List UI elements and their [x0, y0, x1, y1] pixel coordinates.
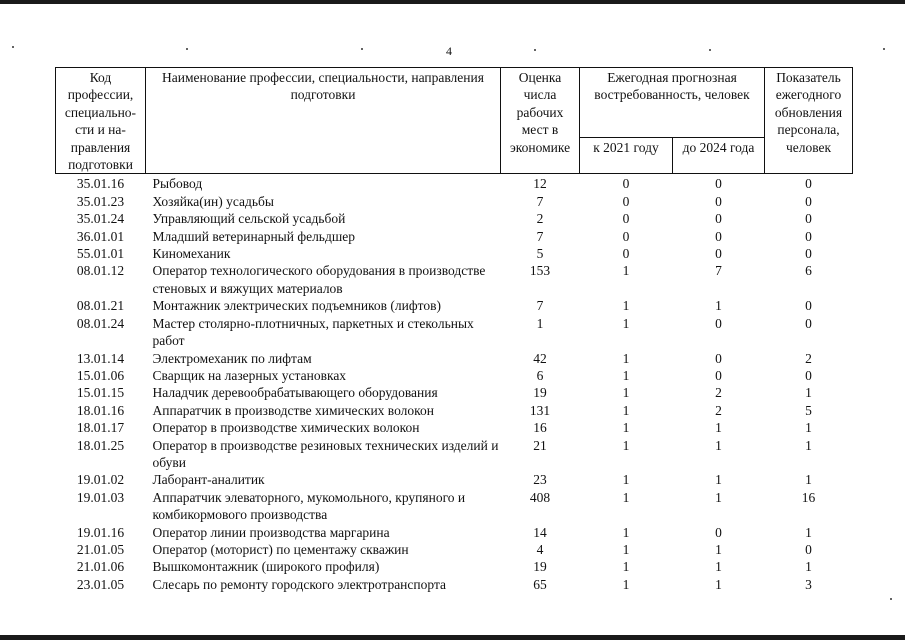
table-row	[56, 384, 853, 401]
professions-table	[55, 67, 853, 593]
table-row	[56, 489, 853, 524]
cell-estimate: 65	[533, 576, 547, 592]
cell-forecast-2021: 1	[622, 315, 630, 331]
cell-estimate: 1	[536, 315, 544, 331]
cell-renewal: 1	[805, 420, 812, 436]
cell-name: Монтажник электрических подъемников (лифтов)	[152, 298, 441, 314]
header-forecast-2021: к 2021 году	[580, 137, 673, 174]
cell-estimate: 19	[533, 385, 547, 401]
cell-renewal: 1	[805, 472, 812, 488]
cell-forecast-2021: 1	[622, 350, 630, 366]
table-row	[56, 228, 853, 245]
cell-renewal: 0	[805, 211, 812, 227]
cell-renewal: 6	[805, 263, 812, 279]
cell-name: Оператор в производстве химических волокон	[152, 420, 420, 436]
cell-renewal: 16	[801, 489, 816, 505]
table-row	[56, 210, 853, 227]
scan-edge-top	[0, 0, 905, 4]
cell-code: 35.01.16	[76, 176, 125, 192]
table-row	[56, 297, 853, 314]
cell-forecast-2024: 7	[715, 263, 722, 279]
cell-forecast-2021: 1	[622, 576, 630, 592]
cell-forecast-2021: 1	[622, 541, 630, 557]
cell-estimate: 408	[529, 489, 551, 505]
header-renewal: Показатель ежегодного обновления персонала, человек	[765, 68, 853, 174]
scan-speck	[534, 49, 536, 51]
cell-code: 21.01.06	[76, 559, 125, 575]
cell-code: 21.01.05	[76, 541, 125, 557]
cell-forecast-2021: 1	[622, 402, 630, 418]
cell-forecast-2024: 2	[715, 385, 722, 401]
cell-forecast-2024: 1	[715, 559, 722, 575]
cell-forecast-2024: 0	[715, 193, 722, 209]
table-row	[56, 193, 853, 210]
cell-estimate: 5	[536, 246, 544, 262]
cell-renewal: 0	[805, 228, 812, 244]
cell-renewal: 1	[805, 437, 812, 453]
cell-forecast-2021: 1	[622, 298, 630, 314]
table-row	[56, 471, 853, 488]
cell-renewal: 0	[805, 298, 812, 314]
cell-estimate: 16	[533, 420, 547, 436]
cell-code: 08.01.24	[76, 315, 125, 331]
cell-estimate: 7	[536, 193, 544, 209]
cell-forecast-2021: 1	[622, 559, 630, 575]
scan-speck	[883, 48, 885, 50]
cell-code: 08.01.21	[76, 298, 125, 314]
cell-forecast-2024: 0	[715, 350, 722, 366]
cell-name: Аппаратчик элеваторного, мукомольного, крупяного и комбикормового производства	[152, 489, 466, 523]
table-row	[56, 576, 853, 593]
cell-code: 23.01.05	[76, 576, 125, 592]
cell-forecast-2024: 0	[715, 315, 722, 331]
header-estimate: Оценка числа рабочих мест в экономике	[501, 68, 580, 174]
scan-speck	[12, 46, 14, 48]
cell-forecast-2024: 0	[715, 228, 722, 244]
cell-forecast-2024: 1	[715, 541, 722, 557]
cell-forecast-2021: 1	[622, 385, 630, 401]
cell-forecast-2024: 0	[715, 246, 722, 262]
cell-estimate: 6	[536, 367, 544, 383]
table-row	[56, 245, 853, 262]
cell-name: Аппаратчик в производстве химических волокон	[152, 402, 434, 418]
header-forecast: Ежегодная прогнозная востребованность, человек	[580, 68, 765, 138]
table-row	[56, 402, 853, 419]
cell-forecast-2024: 1	[715, 437, 722, 453]
cell-forecast-2021: 1	[622, 367, 630, 383]
cell-forecast-2024: 1	[715, 420, 722, 436]
header-name: Наименование профессии, специальности, направления подготовки	[146, 68, 501, 174]
cell-forecast-2021: 0	[622, 211, 630, 227]
cell-forecast-2024: 1	[715, 576, 722, 592]
table-row	[56, 315, 853, 350]
cell-name: Оператор технологического оборудования в производстве стеновых и вяжущих материалов	[152, 263, 486, 296]
cell-renewal: 0	[805, 193, 812, 209]
table-row	[56, 174, 853, 193]
cell-code: 19.01.16	[76, 524, 125, 540]
cell-estimate: 7	[536, 298, 544, 314]
cell-estimate: 7	[536, 228, 544, 244]
cell-renewal: 0	[805, 367, 812, 383]
scan-speck	[186, 48, 188, 50]
cell-forecast-2021: 0	[622, 176, 630, 192]
cell-estimate: 2	[536, 211, 544, 227]
cell-estimate: 131	[529, 402, 551, 418]
cell-forecast-2021: 0	[622, 193, 630, 209]
cell-code: 15.01.06	[76, 367, 125, 383]
scan-speck	[361, 48, 363, 50]
cell-forecast-2021: 1	[622, 524, 630, 540]
cell-name: Электромеханик по лифтам	[152, 350, 312, 366]
header-forecast-2024: до 2024 года	[673, 137, 765, 174]
cell-name: Слесарь по ремонту городского электротранспорта	[152, 576, 446, 592]
table-row	[56, 367, 853, 384]
cell-forecast-2024: 1	[715, 489, 722, 505]
cell-renewal: 3	[805, 576, 812, 592]
cell-name: Управляющий сельской усадьбой	[152, 211, 346, 227]
cell-code: 08.01.12	[76, 263, 125, 279]
cell-name: Младший ветеринарный фельдшер	[152, 228, 355, 244]
cell-forecast-2024: 0	[715, 367, 722, 383]
cell-estimate: 4	[536, 541, 544, 557]
cell-name: Оператор (моторист) по цементажу скважин	[152, 541, 409, 557]
cell-forecast-2021: 0	[622, 246, 630, 262]
cell-renewal: 0	[805, 541, 812, 557]
scan-speck	[890, 598, 892, 600]
cell-forecast-2024: 0	[715, 524, 722, 540]
cell-forecast-2024: 0	[715, 176, 722, 192]
cell-name: Киномеханик	[152, 246, 231, 262]
cell-forecast-2021: 1	[622, 472, 630, 488]
table-row	[56, 419, 853, 436]
cell-estimate: 42	[533, 350, 547, 366]
scan-speck	[709, 49, 711, 51]
cell-renewal: 1	[805, 559, 812, 575]
cell-forecast-2021: 1	[622, 420, 630, 436]
cell-code: 13.01.14	[76, 350, 125, 366]
cell-forecast-2024: 1	[715, 472, 722, 488]
table-row	[56, 437, 853, 472]
cell-forecast-2024: 0	[715, 211, 722, 227]
table-body	[56, 174, 853, 593]
table-row	[56, 558, 853, 575]
cell-forecast-2021: 1	[622, 437, 630, 453]
cell-renewal: 1	[805, 524, 812, 540]
page-number: 4	[446, 44, 452, 58]
cell-renewal: 0	[805, 315, 812, 331]
cell-estimate: 153	[529, 263, 551, 279]
cell-code: 18.01.25	[76, 437, 125, 453]
cell-name: Оператор в производстве резиновых технических изделий и обуви	[152, 437, 499, 470]
cell-forecast-2024: 2	[715, 402, 722, 418]
cell-renewal: 5	[805, 402, 812, 418]
cell-forecast-2021: 0	[622, 228, 630, 244]
cell-name: Лаборант-аналитик	[152, 472, 265, 488]
cell-code: 15.01.15	[76, 385, 125, 401]
cell-code: 35.01.23	[76, 193, 125, 209]
cell-renewal: 0	[805, 176, 812, 192]
cell-estimate: 14	[533, 524, 547, 540]
header-code: Код профессии, специально-сти и на-правления подготовки	[56, 68, 146, 174]
cell-name: Наладчик деревообрабатывающего оборудования	[152, 385, 438, 401]
cell-estimate: 21	[533, 437, 547, 453]
cell-code: 36.01.01	[76, 228, 125, 244]
table-row	[56, 350, 853, 367]
cell-forecast-2021: 1	[622, 489, 630, 505]
table-row	[56, 262, 853, 297]
cell-forecast-2024: 1	[715, 298, 722, 314]
cell-name: Оператор линии производства маргарина	[152, 524, 390, 540]
cell-estimate: 23	[533, 472, 547, 488]
cell-renewal: 0	[805, 246, 812, 262]
cell-code: 19.01.02	[76, 472, 125, 488]
cell-name: Хозяйка(ин) усадьбы	[152, 193, 274, 209]
table-row	[56, 541, 853, 558]
cell-forecast-2021: 1	[622, 263, 630, 279]
cell-code: 55.01.01	[76, 246, 125, 262]
cell-name: Рыбовод	[152, 176, 203, 192]
table-row	[56, 524, 853, 541]
cell-name: Вышкомонтажник (широкого профиля)	[152, 559, 380, 575]
cell-estimate: 19	[533, 559, 547, 575]
cell-renewal: 1	[805, 385, 812, 401]
cell-estimate: 12	[533, 176, 547, 192]
cell-name: Мастер столярно-плотничных, паркетных и стекольных работ	[152, 315, 474, 349]
cell-name: Сварщик на лазерных установках	[152, 367, 347, 383]
cell-code: 19.01.03	[76, 489, 125, 505]
cell-renewal: 2	[805, 350, 812, 366]
scan-edge-bottom	[0, 635, 905, 640]
cell-code: 35.01.24	[76, 211, 125, 227]
cell-code: 18.01.17	[76, 420, 125, 436]
cell-code: 18.01.16	[76, 402, 125, 418]
